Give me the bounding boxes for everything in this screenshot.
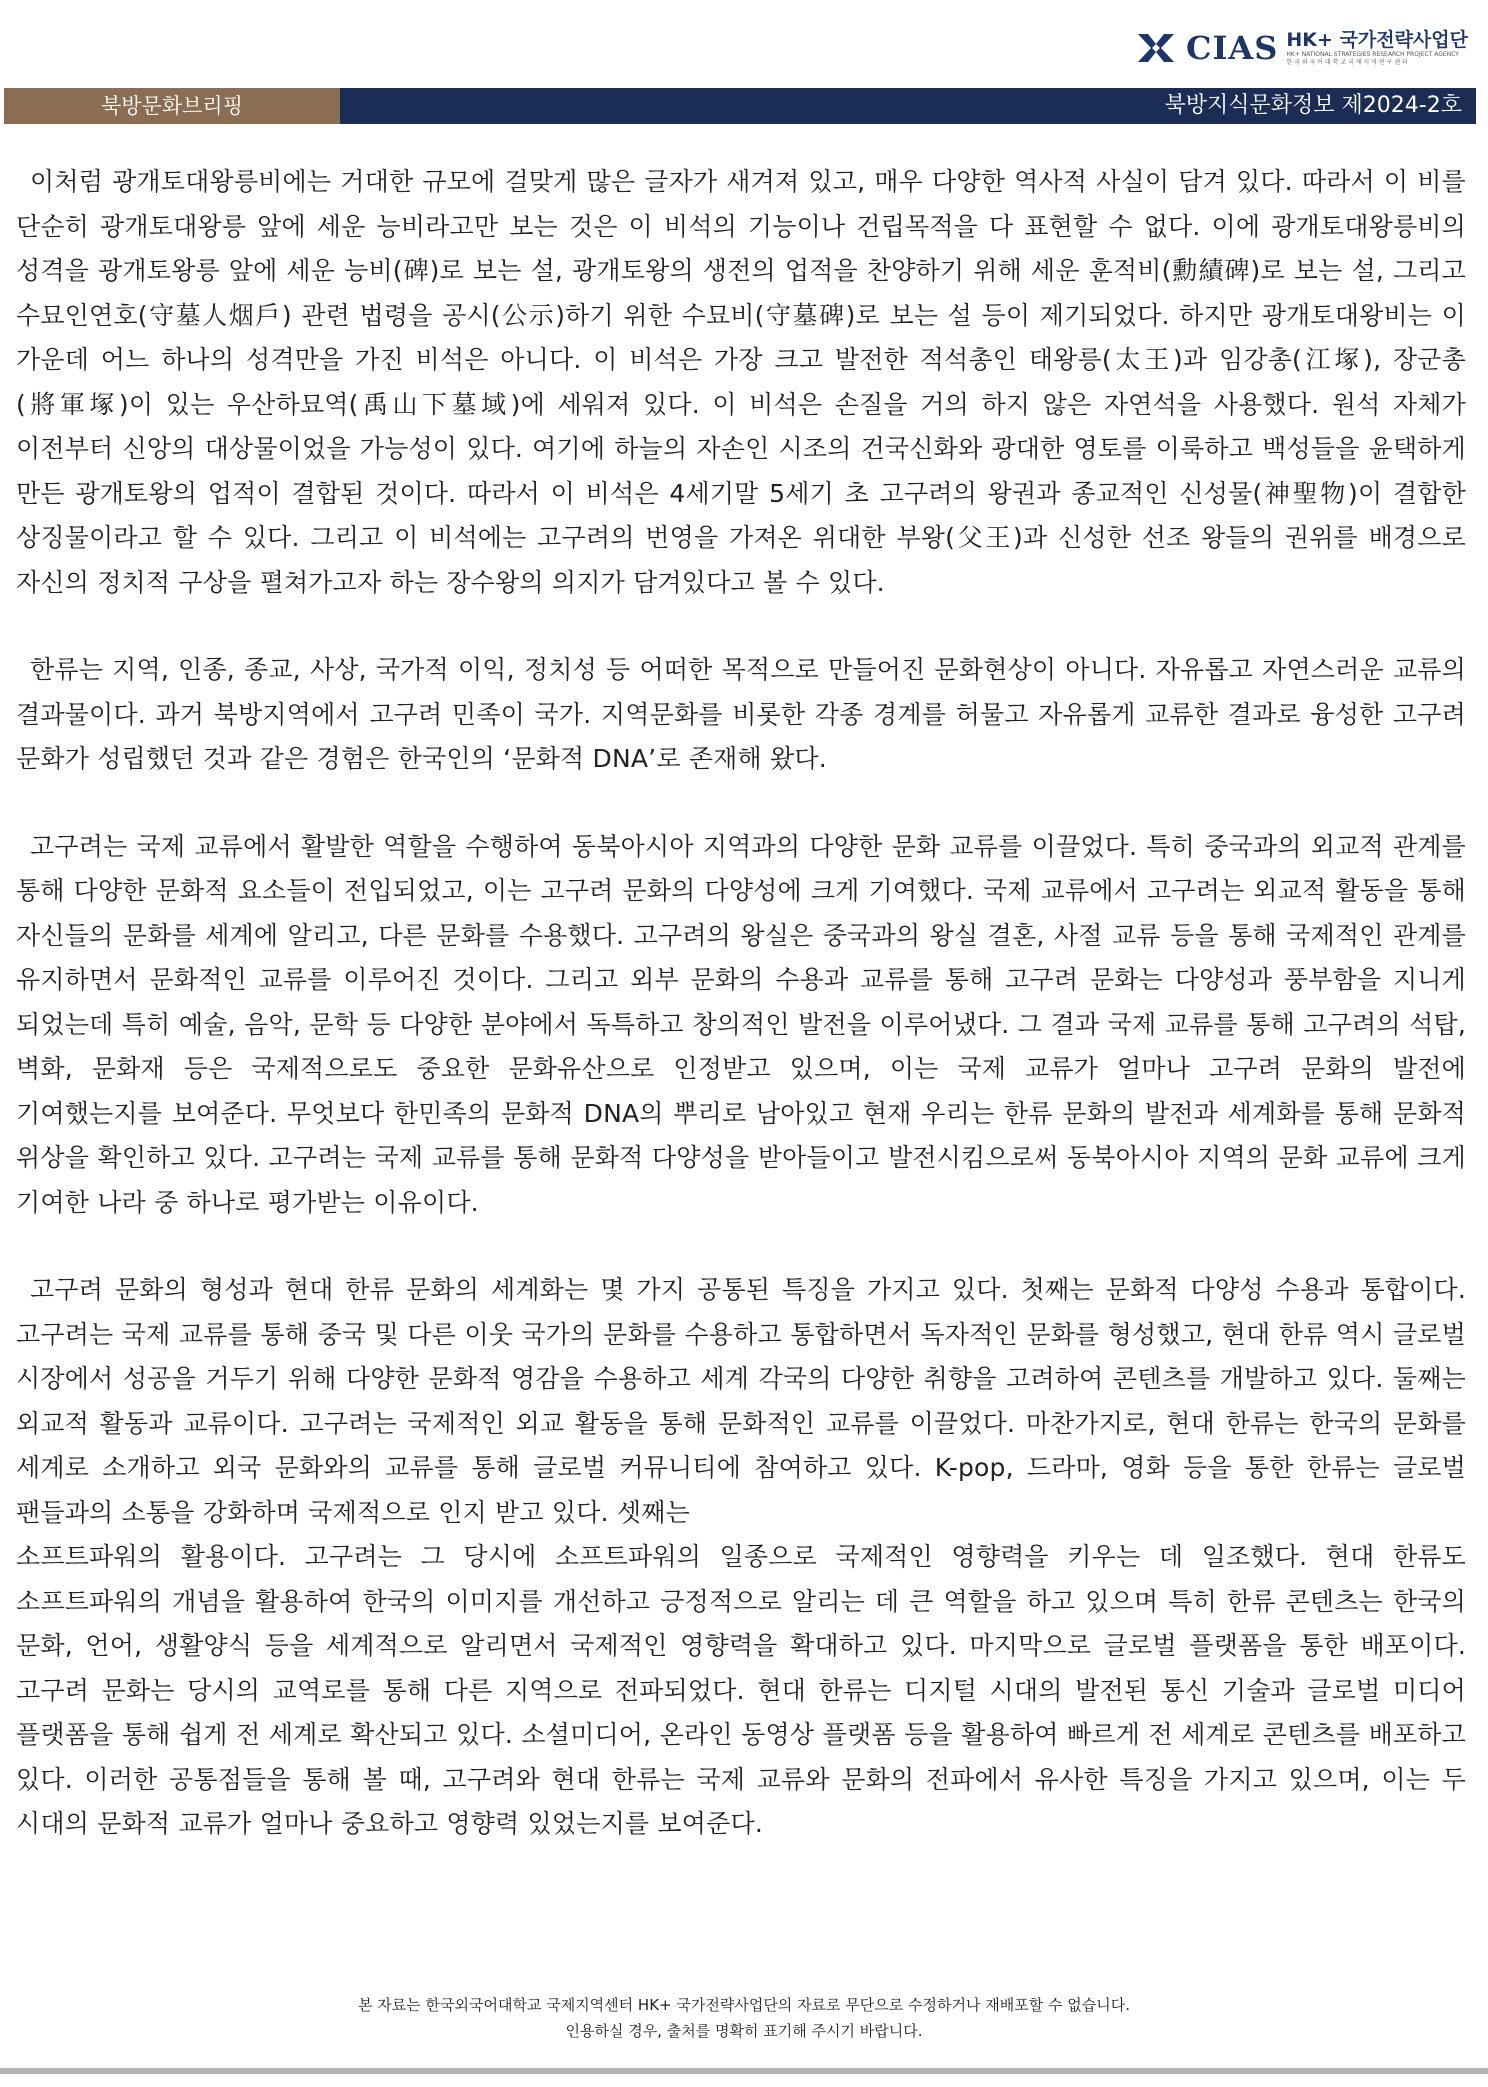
footer-divider (0, 2068, 1488, 2074)
section-label: 북방문화브리핑 (4, 88, 340, 124)
paragraph: 고구려는 국제 교류에서 활발한 역할을 수행하여 동북아시아 지역과의 다양한 문화 교류를 이끌었다. 특히 중국과의 외교적 관계를 통해 다양한 문화적 요소들이 전입되었고, 이는 고구려 문화의 다양성에 크게 기여했다. 국제 교류에서 고구려는 외교적 활동을 통해 자신들의 문화를 세계에 알리고, 다른 문화를 수용했다. 고구려의 왕실은 중국과의 왕실 결혼, 사절 교류 등을 통해 국제적인 관계를 유지하면서 문화적인 교류를 이루어진 것이다. 그리고 외부 문화의 수용과 교류를 통해 고구려 문화는 다양성과 풍부함을 지니게 되었는데 특히 예술, 음악, 문학 등 다양한 분야에서 독특하고 창의적인 발전을 이루어냈다. 그 결과 국제 교류를 통해 고구려의 석탑, 벽화, 문화재 등은 국제적으로도 중요한 문화유산으로 인정받고 있으며, 이는 국제 교류가 얼마나 고구려 문화의 발전에 기여했는지를 보여준다. 무엇보다 한민족의 문화적 DNA의 뿌리로 남아있고 현재 우리는 한류 문화의 발전과 세계화를 통해 문화적 위상을 확인하고 있다. 고구려는 국제 교류를 통해 문화적 다양성을 받아들이고 발전시킴으로써 동북아시아 지역의 문화 교류에 크게 기여한 나라 중 하나로 평가받는 이유이다. (16, 831, 1466, 1217)
logo-program: HK+ 국가전략사업단 (1286, 29, 1468, 51)
paragraph: 이처럼 광개토대왕릉비에는 거대한 규모에 걸맞게 많은 글자가 새겨져 있고, 매우 다양한 역사적 사실이 담겨 있다. 따라서 이 비를 단순히 광개토대왕릉 앞에 세운 능비라고만 보는 것은 이 비석의 기능이나 건립목적을 다 표현할 수 없다. 이에 광개토대왕릉비의 성격을 광개토왕릉 앞에 세운 능비(碑)로 보는 설, 광개토왕의 생전의 업적을 찬양하기 위해 세운 훈적비(勳績碑)로 보는 설, 그리고 수묘인연호(守墓人烟戶) 관련 법령을 공시(公示)하기 위한 수묘비(守墓碑)로 보는 설 등이 제기되었다. 하지만 광개토대왕비는 이 가운데 어느 하나의 성격만을 가진 비석은 아니다. 이 비석은 가장 크고 발전한 적석총인 태왕릉(太王)과 임강총(江塚), 장군총(將軍塚)이 있는 우산하묘역(禹山下墓域)에 세워져 있다. 이 비석은 손질을 거의 하지 않은 자연석을 사용했다. 원석 자체가 이전부터 신앙의 대상물이었을 가능성이 있다. 여기에 하늘의 자손인 시조의 건국신화와 광대한 영토를 이룩하고 백성들을 윤택하게 만든 광개토왕의 업적이 결합된 것이다. 따라서 이 비석은 4세기말 5세기 초 고구려의 왕권과 종교적인 신성물(神聖物)이 결합한 상징물이라고 할 수 있다. 그리고 이 비석에는 고구려의 번영을 가져온 위대한 부왕(父王)과 신성한 선조 왕들의 권위를 배경으로 자신의 정치적 구상을 펼쳐가고자 하는 장수왕의 의지가 담겨있다고 볼 수 있다. (16, 167, 1466, 597)
logo-name: CIAS (1185, 29, 1279, 67)
logo-subtitle-en: HK+ NATIONAL STRATEGIES RESEARCH PROJECT AGENCY (1286, 51, 1459, 58)
article-body (16, 160, 1466, 1890)
copyright-line-1: 본 자료는 한국외국어대학교 국제지역센터 HK+ 국가전략사업단의 자료로 무단으로 수정하거나 재배포할 수 없습니다. (358, 1996, 1130, 2014)
copyright-line-2: 인용하실 경우, 출처를 명확히 표기해 주시기 바랍니다. (565, 2022, 923, 2040)
issue-label: 북방지식문화정보 제2024-2호 (1164, 93, 1462, 118)
copyright-notice (0, 1992, 1488, 2044)
cias-emblem-icon (1134, 26, 1178, 70)
logo (1134, 18, 1468, 78)
paragraph: 소프트파워의 활용이다. 고구려는 그 당시에 소프트파워의 일종으로 국제적인 영향력을 키우는 데 일조했다. 현대 한류도 소프트파워의 개념을 활용하여 한국의 이미지를 개선하고 긍정적으로 알리는 데 큰 역할을 하고 있으며 특히 한류 콘텐츠는 한국의 문화, 언어, 생활양식 등을 세계적으로 알리면서 국제적인 영향력을 확대하고 있다. 마지막으로 글로벌 플랫폼을 통한 배포이다. 고구려 문화는 당시의 교역로를 통해 다른 지역으로 전파되었다. 현대 한류는 디지털 시대의 발전된 통신 기술과 글로벌 미디어 플랫폼을 통해 쉽게 전 세계로 확산되고 있다. 소셜미디어, 온라인 동영상 플랫폼 등을 활용하여 빠르게 전 세계로 콘텐츠를 배포하고 있다. 이러한 공통점들을 통해 볼 때, 고구려와 현대 한류는 국제 교류와 문화의 전파에서 유사한 특징을 가지고 있으며, 이는 두 시대의 문화적 교류가 얼마나 중요하고 영향력 있었는지를 보여준다. (16, 1542, 1466, 1838)
paragraph: 고구려 문화의 형성과 현대 한류 문화의 세계화는 몇 가지 공통된 특징을 가지고 있다. 첫째는 문화적 다양성 수용과 통합이다. 고구려는 국제 교류를 통해 중국 및 다른 이웃 국가의 문화를 수용하고 통합하면서 독자적인 문화를 형성했고, 현대 한류 역시 글로벌 시장에서 성공을 거두기 위해 다양한 문화적 영감을 수용하고 세계 각국의 다양한 취향을 고려하여 콘텐츠를 개발하고 있다. 둘째는 외교적 활동과 교류이다. 고구려는 국제적인 외교 활동을 통해 문화적인 교류를 이끌었다. 마찬가지로, 현대 한류는 한국의 문화를 세계로 소개하고 외국 문화와의 교류를 통해 글로벌 커뮤니티에 참여하고 있다. K-pop, 드라마, 영화 등을 통한 한류는 글로벌 팬들과의 소통을 강화하며 국제적으로 인지 받고 있다. 셋째는 (16, 1275, 1466, 1527)
logo-subtitle-ko: 한 국 외 국 어 대 학 교 국 제 지 역 연 구 센 터 (1286, 59, 1408, 66)
header-bar (4, 88, 1476, 124)
paragraph: 한류는 지역, 인종, 종교, 사상, 국가적 이익, 정치성 등 어떠한 목적으로 만들어진 문화현상이 아니다. 자유롭고 자연스러운 교류의 결과물이다. 과거 북방지역에서 고구려 민족이 국가. 지역문화를 비롯한 각종 경계를 허물고 자유롭게 교류한 결과로 융성한 고구려 문화가 성립했던 것과 같은 경험은 한국인의 ‘문화적 DNA’로 존재해 왔다. (16, 655, 1466, 773)
logo-text-block (1286, 29, 1468, 67)
